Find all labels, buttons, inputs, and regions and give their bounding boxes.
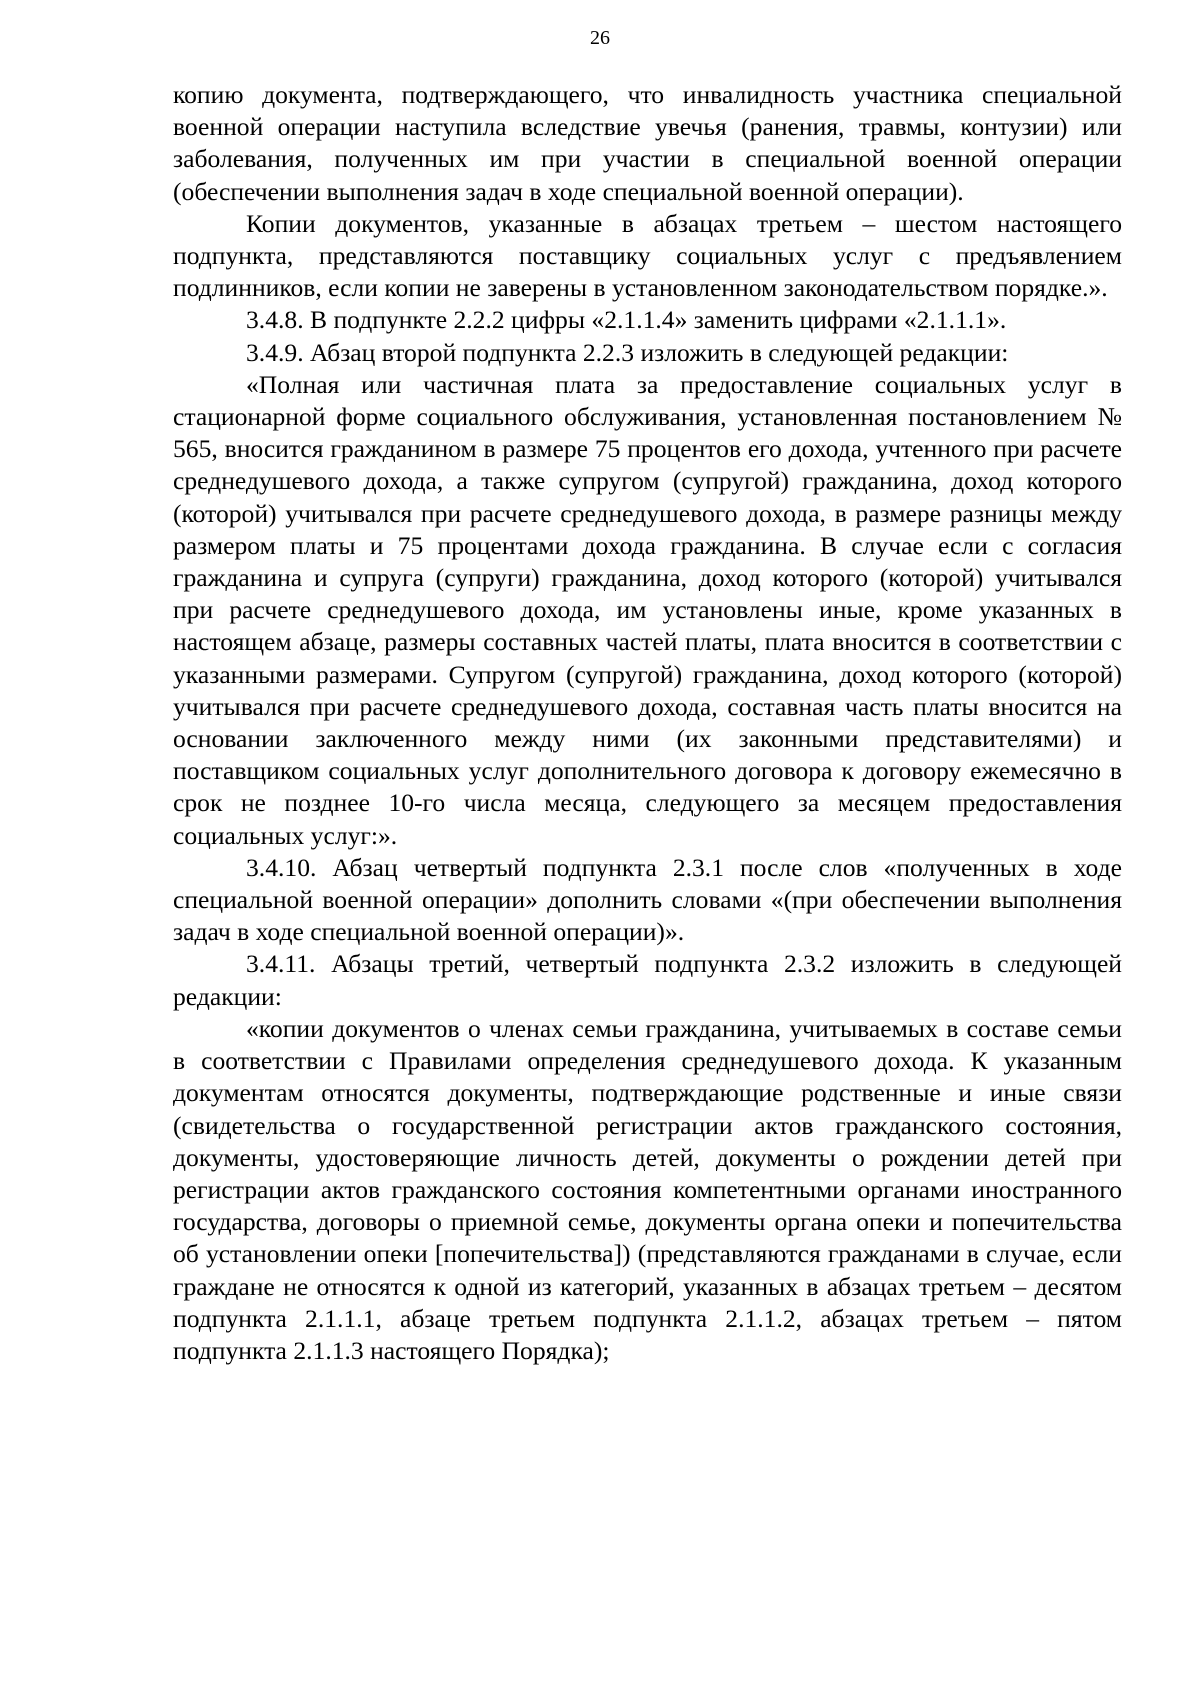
paragraph-3-4-11: 3.4.11. Абзацы третий, четвертый подпункта 2.3.2 изложить в следующей редакции: — [173, 949, 1122, 1011]
paragraph-family-documents-quote: «копии документов о членах семьи гражданина, учитываемых в составе семьи в соответствии с Правилами определения среднедушевого дохода. К указанным документам относятся документы, подтверждающие родственные и иные связи (свидетельства о государственной регистрации актов гражданского состояния, документы, удостоверяющие личность детей, документы о рождении детей при регистрации актов гражданского состояния компетентными органами иностранного государства, договоры о приемной семье, документы органа опеки и попечительства об установлении опеки [попечительства]) (представляются гражданами в случае, если граждане не относятся к одной из категорий, указанных в абзацах третьем – десятом подпункта 2.1.1.1, абзаце третьем подпункта 2.1.1.2, абзацах третьем – пятом подпункта 2.1.1.3 настоящего Порядка); — [173, 1013, 1122, 1365]
document-body — [173, 79, 1122, 1367]
paragraph-payment-quote: «Полная или частичная плата за предоставление социальных услуг в стационарной форме социального обслуживания, установленная постановлением № 565, вносится гражданином в размере 75 процентов его дохода, учтенного при расчете среднедушевого дохода, а также супругом (супругой) гражданина, доход которого (которой) учитывался при расчете среднедушевого дохода, в размере разницы между размером платы и 75 процентами дохода гражданина. В случае если с согласия гражданина и супруга (супруги) гражданина, доход которого (которой) учитывался при расчете среднедушевого дохода, им установлены иные, кроме указанных в настоящем абзаце, размеры составных частей платы, плата вносится в соответствии с указанными размерами. Супругом (супругой) гражданина, доход которого (которой) учитывался при расчете среднедушевого дохода, составная часть платы вносится на основании заключенного между ними (их законными представителями) и поставщиком социальных услуг дополнительного договора к договору ежемесячно в срок не позднее 10-го числа месяца, следующего за месяцем предоставления социальных услуг:». — [173, 369, 1122, 850]
paragraph-copies-of-documents: Копии документов, указанные в абзацах третьем – шестом настоящего подпункта, представляются поставщику социальных услуг с предъявлением подлинников, если копии не заверены в установленном законодательством порядке.». — [173, 208, 1122, 303]
page-number: 26 — [590, 27, 610, 49]
paragraph-continuation: копию документа, подтверждающего, что инвалидность участника специальной военной операции наступила вследствие увечья (ранения, травмы, контузии) или заболевания, полученных им при участии в специальной военной операции (обеспечении выполнения задач в ходе специальной военной операции). — [173, 80, 1122, 206]
paragraph-3-4-9: 3.4.9. Абзац второй подпункта 2.2.3 изложить в следующей редакции: — [246, 337, 1009, 367]
paragraph-3-4-8: 3.4.8. В подпункте 2.2.2 цифры «2.1.1.4» заменить цифрами «2.1.1.1». — [246, 305, 1007, 335]
paragraph-3-4-10: 3.4.10. Абзац четвертый подпункта 2.3.1 после слов «полученных в ходе специальной военной операции» дополнить словами «(при обеспечении выполнения задач в ходе специальной военной операции)». — [173, 852, 1122, 947]
